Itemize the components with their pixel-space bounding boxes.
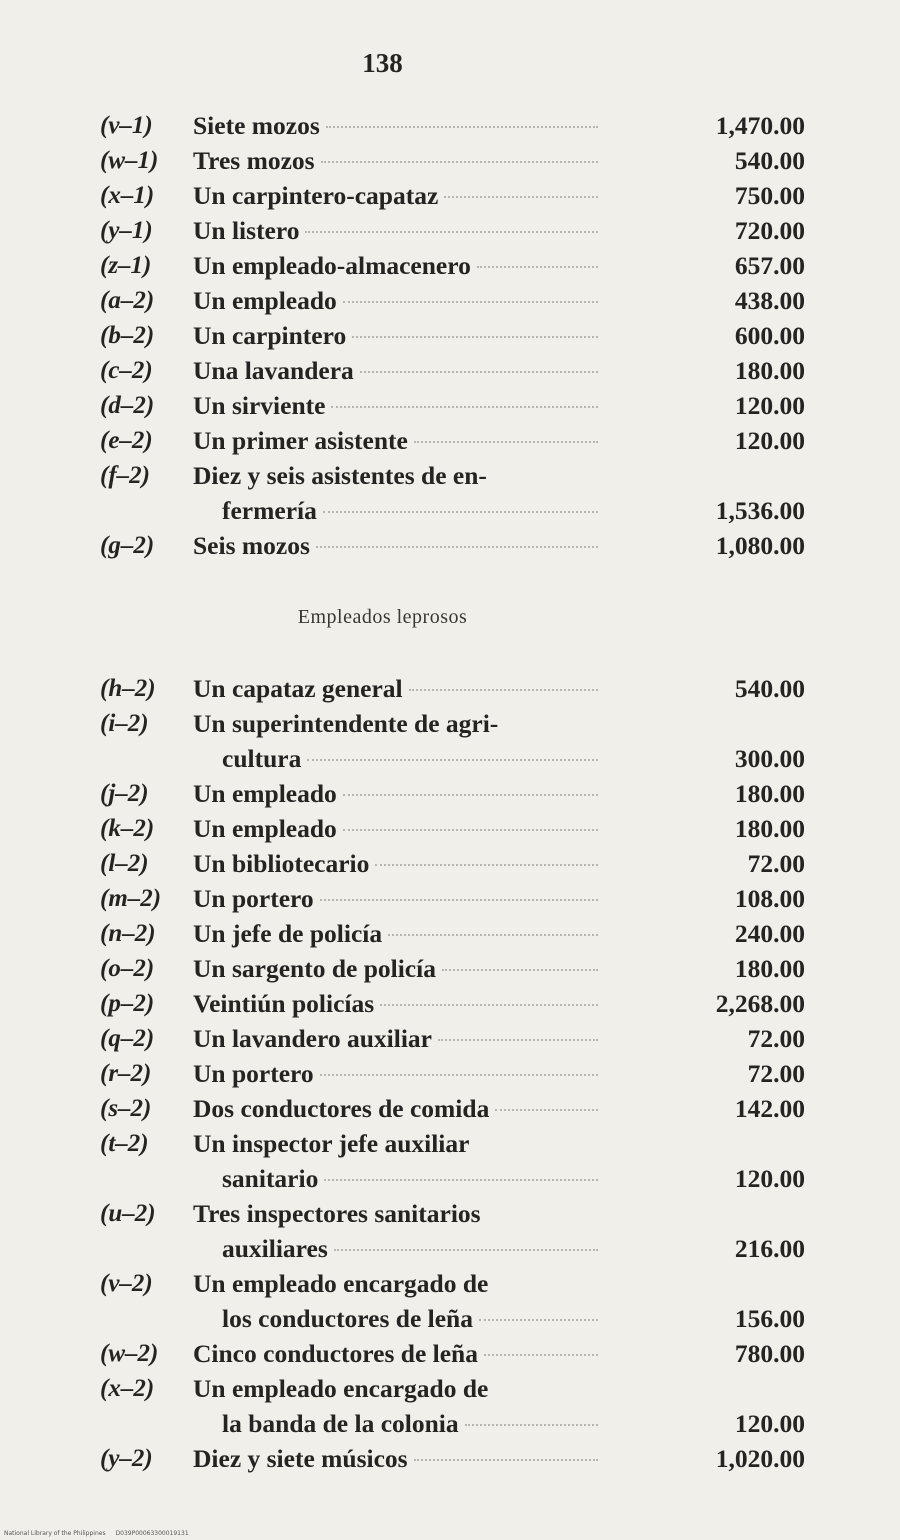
entry-description-text: Siete mozos xyxy=(193,111,320,140)
entry-continuation-row xyxy=(0,1231,900,1266)
entry-row xyxy=(0,811,900,846)
entry-description xyxy=(193,388,598,423)
entry-description xyxy=(193,528,598,563)
entry-row xyxy=(0,388,900,423)
leader-dots xyxy=(375,863,598,866)
entry-label: (k–2) xyxy=(100,815,155,842)
entry-description-text: Un primer asistente xyxy=(193,426,408,455)
entry-label: (w–1) xyxy=(100,147,159,174)
leader-dots xyxy=(479,1318,598,1321)
entry-description-text: Veintiún policías xyxy=(193,989,375,1018)
entry-description-text: sanitario xyxy=(222,1164,319,1193)
entry-amount: 72.00 xyxy=(747,1024,805,1053)
entry-row xyxy=(0,1021,900,1056)
entry-amount: 2,268.00 xyxy=(715,989,805,1018)
entry-amount: 108.00 xyxy=(734,884,805,913)
entry-amount: 72.00 xyxy=(747,849,805,878)
entry-row xyxy=(0,1056,900,1091)
leader-dots xyxy=(307,758,598,761)
entry-description-text: Seis mozos xyxy=(193,531,310,560)
entry-label: (w–2) xyxy=(100,1340,159,1367)
section-heading: Empleados leprosos xyxy=(297,606,468,628)
entry-amount: 72.00 xyxy=(747,1059,805,1088)
entry-description xyxy=(193,248,598,283)
entry-description-text: fermería xyxy=(222,496,317,525)
entry-label: (g–2) xyxy=(100,532,155,559)
entry-description-text: Cinco conductores de leña xyxy=(193,1339,478,1368)
entry-label: (y–2) xyxy=(100,1445,153,1472)
entry-amount: 120.00 xyxy=(734,391,805,420)
entry-description xyxy=(193,1336,598,1371)
entry-row xyxy=(0,143,900,178)
entry-description-text: Un lavandero auxiliar xyxy=(193,1024,432,1053)
entry-amount: 540.00 xyxy=(734,674,805,703)
entry-row xyxy=(0,1126,900,1161)
entry-amount: 438.00 xyxy=(734,286,805,315)
entry-description-text: Un bibliotecario xyxy=(193,849,370,878)
entry-amount: 142.00 xyxy=(734,1094,805,1123)
entry-amount: 720.00 xyxy=(734,216,805,245)
entry-description xyxy=(193,916,598,951)
leader-dots xyxy=(444,195,598,198)
entry-description-text: Tres inspectores sanitarios xyxy=(193,1199,481,1228)
entry-description-text: cultura xyxy=(222,744,302,773)
entry-description xyxy=(193,706,598,741)
entry-description xyxy=(193,951,598,986)
entry-description xyxy=(222,1161,598,1196)
entry-label: (c–2) xyxy=(100,357,153,384)
leader-dots xyxy=(414,1458,598,1461)
entry-label: (r–2) xyxy=(100,1060,152,1087)
entry-row xyxy=(0,528,900,563)
entry-continuation-row xyxy=(0,741,900,776)
entry-row xyxy=(0,881,900,916)
entry-description-text: Un sirviente xyxy=(193,391,326,420)
entry-description xyxy=(222,1406,598,1441)
entry-description xyxy=(193,353,598,388)
leader-dots xyxy=(321,160,598,163)
entry-description xyxy=(193,1126,598,1161)
entry-continuation-row xyxy=(0,1161,900,1196)
entry-description xyxy=(193,881,598,916)
entry-amount: 120.00 xyxy=(734,426,805,455)
entry-description-text: la banda de la colonia xyxy=(222,1409,459,1438)
entry-description-text: Un empleado xyxy=(193,779,337,808)
entry-label: (q–2) xyxy=(100,1025,155,1052)
entry-description xyxy=(193,108,598,143)
entry-continuation-row xyxy=(0,493,900,528)
entry-description-text: Diez y siete músicos xyxy=(193,1444,408,1473)
entry-description-text: Un inspector jefe auxiliar xyxy=(193,1129,470,1158)
entry-description xyxy=(193,458,598,493)
leader-dots xyxy=(438,1038,598,1041)
entry-label: (t–2) xyxy=(100,1130,149,1157)
entry-label: (h–2) xyxy=(100,675,156,702)
entry-amount: 540.00 xyxy=(734,146,805,175)
entry-row xyxy=(0,1441,900,1476)
entry-description xyxy=(193,1266,598,1301)
entry-description xyxy=(193,423,598,458)
entry-description xyxy=(193,846,598,881)
leader-dots xyxy=(320,1073,598,1076)
leader-dots xyxy=(326,125,598,128)
leader-dots xyxy=(320,898,598,901)
entry-row xyxy=(0,1091,900,1126)
entry-amount: 1,536.00 xyxy=(715,496,805,525)
entry-amount: 180.00 xyxy=(734,779,805,808)
entry-label: (u–2) xyxy=(100,1200,156,1227)
entry-continuation-row xyxy=(0,1406,900,1441)
leader-dots xyxy=(316,545,598,548)
entry-label: (p–2) xyxy=(100,990,155,1017)
entry-description-text: Un listero xyxy=(193,216,300,245)
entry-description xyxy=(193,1056,598,1091)
leader-dots xyxy=(323,510,598,513)
entry-amount: 180.00 xyxy=(734,356,805,385)
entries-list xyxy=(0,108,900,1476)
leader-dots xyxy=(352,335,598,338)
leader-dots xyxy=(495,1108,598,1111)
leader-dots xyxy=(305,230,598,233)
entry-row xyxy=(0,1371,900,1406)
leader-dots xyxy=(334,1248,598,1251)
page-number: 138 xyxy=(362,48,403,78)
entry-description-text: Un portero xyxy=(193,884,314,913)
entry-amount: 750.00 xyxy=(734,181,805,210)
entry-amount: 600.00 xyxy=(734,321,805,350)
entry-label: (i–2) xyxy=(100,710,149,737)
entry-row xyxy=(0,178,900,213)
entry-description xyxy=(222,1231,598,1266)
entry-row xyxy=(0,423,900,458)
entry-label: (d–2) xyxy=(100,392,155,419)
entry-label: (a–2) xyxy=(100,287,155,314)
entry-label: (j–2) xyxy=(100,780,149,807)
entry-description-text: Tres mozos xyxy=(193,146,315,175)
entry-row xyxy=(0,1336,900,1371)
entry-description xyxy=(222,741,598,776)
entry-description-text: Dos conductores de comida xyxy=(193,1094,490,1123)
leader-dots xyxy=(331,405,598,408)
entry-row xyxy=(0,283,900,318)
entry-description-text: Un carpintero xyxy=(193,321,347,350)
entry-description xyxy=(222,1301,598,1336)
entry-description xyxy=(193,1021,598,1056)
entry-amount: 780.00 xyxy=(734,1339,805,1368)
entry-label: (z–1) xyxy=(100,252,152,279)
entry-description-text: auxiliares xyxy=(222,1234,328,1263)
entry-description-text: Un carpintero-capataz xyxy=(193,181,439,210)
entry-description-text: Un empleado encargado de xyxy=(193,1374,489,1403)
entry-description-text: los conductores de leña xyxy=(222,1304,473,1333)
entry-row xyxy=(0,986,900,1021)
entry-description-text: Un empleado encargado de xyxy=(193,1269,489,1298)
leader-dots xyxy=(360,370,598,373)
entry-description xyxy=(193,1091,598,1126)
entry-row xyxy=(0,706,900,741)
leader-dots xyxy=(414,440,598,443)
entry-label: (v–1) xyxy=(100,112,153,139)
leader-dots xyxy=(388,933,598,936)
leader-dots xyxy=(442,968,598,971)
entry-amount: 300.00 xyxy=(734,744,805,773)
entry-row xyxy=(0,951,900,986)
leader-dots xyxy=(465,1423,598,1426)
entry-amount: 180.00 xyxy=(734,954,805,983)
entry-row xyxy=(0,916,900,951)
entry-label: (v–2) xyxy=(100,1270,153,1297)
entry-description xyxy=(193,213,598,248)
entry-label: (n–2) xyxy=(100,920,156,947)
entry-label: (x–2) xyxy=(100,1375,155,1402)
entry-description xyxy=(193,1371,598,1406)
entry-description xyxy=(193,811,598,846)
footer-library: National Library of the Philippines xyxy=(4,1530,106,1537)
entry-description-text: Un superintendente de agri- xyxy=(193,709,499,738)
leader-dots xyxy=(343,793,598,796)
entry-description-text: Un sargento de policía xyxy=(193,954,436,983)
entry-amount: 1,080.00 xyxy=(715,531,805,560)
entry-description xyxy=(193,318,598,353)
entry-description-text: Un empleado xyxy=(193,286,337,315)
entry-row xyxy=(0,248,900,283)
entry-description xyxy=(193,178,598,213)
entry-row xyxy=(0,318,900,353)
entry-description-text: Un empleado xyxy=(193,814,337,843)
entry-description-text: Un portero xyxy=(193,1059,314,1088)
entry-amount: 657.00 xyxy=(734,251,805,280)
entry-description xyxy=(193,986,598,1021)
entry-label: (f–2) xyxy=(100,462,150,489)
entry-label: (b–2) xyxy=(100,322,155,349)
entry-description-text: Un capataz general xyxy=(193,674,403,703)
entry-amount: 156.00 xyxy=(734,1304,805,1333)
entry-description xyxy=(222,493,598,528)
leader-dots xyxy=(343,300,598,303)
entry-description xyxy=(193,1196,598,1231)
entry-label: (y–1) xyxy=(100,217,153,244)
entry-description-text: Un jefe de policía xyxy=(193,919,383,948)
entry-continuation-row xyxy=(0,1301,900,1336)
entry-row xyxy=(0,213,900,248)
entry-label: (l–2) xyxy=(100,850,149,877)
leader-dots xyxy=(343,828,598,831)
entry-row xyxy=(0,108,900,143)
entry-description-text: Diez y seis asistentes de en- xyxy=(193,461,487,490)
leader-dots xyxy=(477,265,598,268)
entry-description xyxy=(193,283,598,318)
entry-row xyxy=(0,458,900,493)
entry-label: (x–1) xyxy=(100,182,155,209)
leader-dots xyxy=(324,1178,598,1181)
leader-dots xyxy=(380,1003,598,1006)
leader-dots xyxy=(484,1353,598,1356)
entry-row xyxy=(0,846,900,881)
entry-label: (s–2) xyxy=(100,1095,152,1122)
entry-amount: 180.00 xyxy=(734,814,805,843)
entry-amount: 1,020.00 xyxy=(715,1444,805,1473)
entry-description-text: Una lavandera xyxy=(193,356,354,385)
entry-amount: 240.00 xyxy=(734,919,805,948)
entry-row xyxy=(0,671,900,706)
entry-description xyxy=(193,776,598,811)
entry-label: (o–2) xyxy=(100,955,155,982)
entry-row xyxy=(0,776,900,811)
entry-row xyxy=(0,1196,900,1231)
entry-row xyxy=(0,1266,900,1301)
leader-dots xyxy=(409,688,598,691)
entry-amount: 216.00 xyxy=(734,1234,805,1263)
entry-description xyxy=(193,1441,598,1476)
entry-description xyxy=(193,143,598,178)
footer-id: D039P00063300019131 xyxy=(115,1530,189,1537)
entry-label: (e–2) xyxy=(100,427,153,454)
entry-amount: 1,470.00 xyxy=(715,111,805,140)
entry-description-text: Un empleado-almacenero xyxy=(193,251,471,280)
entry-description xyxy=(193,671,598,706)
entry-amount: 120.00 xyxy=(734,1164,805,1193)
entry-label: (m–2) xyxy=(100,885,162,912)
entry-row xyxy=(0,353,900,388)
entry-amount: 120.00 xyxy=(734,1409,805,1438)
footer xyxy=(4,1530,197,1537)
